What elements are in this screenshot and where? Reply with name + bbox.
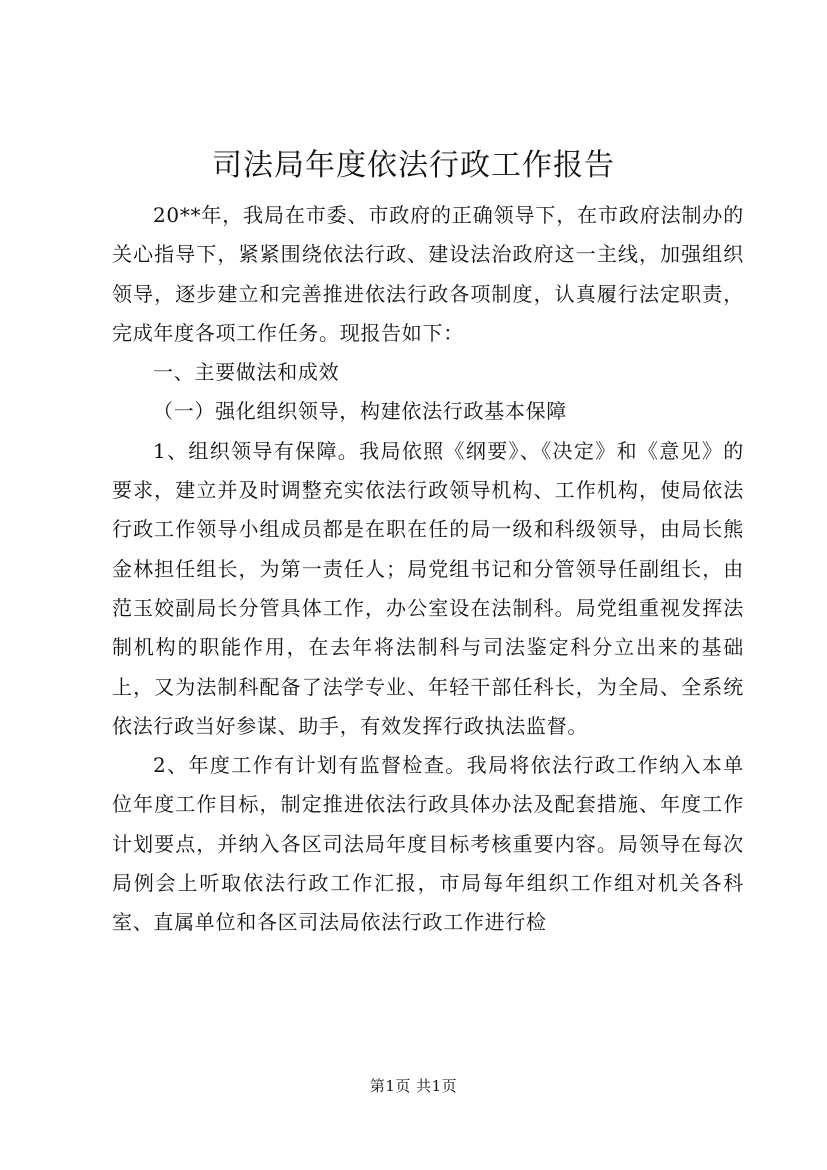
body-paragraph-2: 2、年度工作有计划有监督检查。我局将依法行政工作纳入本单位年度工作目标，制定推进依法行政具体办法及配套措施、年度工作计划要点，并纳入各区司法局年度目标考核重要内容。局领导在每次局例会上听取依法行政工作汇报，市局每年组织工作组对机关各科室、直属单位和各区司法局依法行政工作进行检 xyxy=(112,753,744,935)
document-body xyxy=(112,196,744,943)
page-footer: 第1页 共1页 xyxy=(369,1077,458,1095)
document-title: 司法局年度依法行政工作报告 xyxy=(212,148,615,183)
section-heading: 一、主要做法和成效 xyxy=(153,360,340,385)
intro-paragraph: 20**年，我局在市委、市政府的正确领导下，在市政府法制办的关心指导下，紧紧围绕依法行政、建设法治政府这一主线，加强组织领导，逐步建立和完善推进依法行政各项制度，认真履行法定职责，完成年度各项工作任务。现报告如下： xyxy=(112,203,744,345)
body-paragraph-1: 1、组织领导有保障。我局依照《纲要》、《决定》和《意见》的要求，建立并及时调整充实依法行政领导机构、工作机构，使局依法行政工作领导小组成员都是在职在任的局一级和科级领导，由局长熊金林担任组长，为第一责任人；局党组书记和分管领导任副组长，由范玉姣副局长分管具体工作，办公室设在法制科。局党组重视发挥法制机构的职能作用，在去年将法制科与司法鉴定科分立出来的基础上，又为法制科配备了法学专业、年轻干部任科长，为全局、全系统依法行政当好参谋、助手，有效发挥行政执法监督。 xyxy=(112,438,744,738)
subsection-heading: （一）强化组织领导，构建依法行政基本保障 xyxy=(153,399,567,424)
